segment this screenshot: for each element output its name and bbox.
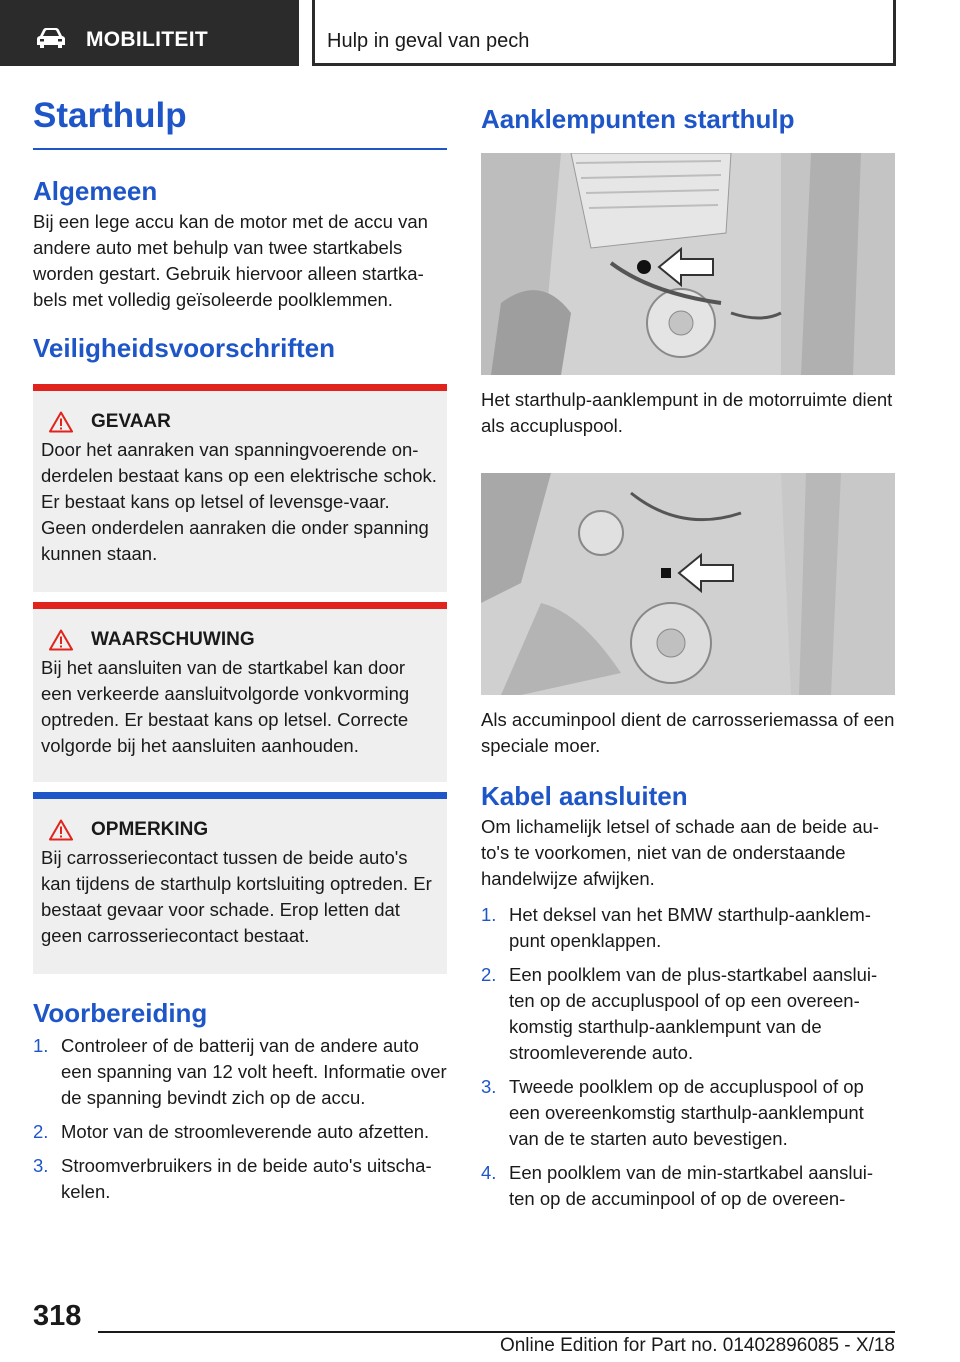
warning-label: WAARSCHUWING — [91, 629, 255, 650]
prep-steps — [33, 1033, 447, 1205]
cable-heading: Kabel aansluiten — [481, 781, 688, 811]
page-number: 318 — [33, 1300, 82, 1332]
list-item: 4. Een poolklem van de min-startkabel aanslui-ten op de accuminpool of op de overeen- — [481, 1162, 874, 1209]
chapter-tab — [312, 0, 896, 66]
car-icon — [35, 27, 67, 49]
general-text: Bij een lege accu kan de motor met de accu van andere auto met behulp van twee startkabels worden gestart. Gebruik hiervoor alleen startka-bels met volledig geïsoleerde poolklemmen. — [33, 211, 428, 310]
warning-text: Bij het aansluiten van de startkabel kan door een verkeerde aansluitvolgorde vonkvorming optreden. Er bestaat kans op letsel. Correcte volgorde bij het aansluiten aanhouden. — [41, 657, 410, 756]
section-label: MOBILITEIT — [86, 28, 208, 51]
warning-triangle-icon — [49, 819, 73, 841]
general-heading: Algemeen — [33, 176, 158, 206]
notice-text: Bij carrosseriecontact tussen de beide auto's kan tijdens de starthulp kortsluiting optreden. Er bestaat gevaar voor schade. Erop letten dat geen carrosseriecontact bestaat. — [41, 847, 432, 946]
right-column — [481, 96, 895, 1220]
warning-triangle-icon — [49, 629, 73, 651]
warning-triangle-icon — [49, 411, 73, 433]
list-item: 2. Een poolklem van de plus-startkabel aanslui-ten op de accupluspool of op een overeen-komstig starthulp-aanklempunt van de stroomleverende auto. — [481, 964, 878, 1063]
list-item: 1. Controleer of de batterij van de andere auto een spanning van 12 volt heeft. Informatie over de spanning bevindt zich op de accu. — [33, 1035, 447, 1108]
prep-heading: Voorbereiding — [33, 998, 208, 1028]
list-item: 1. Het deksel van het BMW starthulp-aanklem-punt openklappen. — [481, 904, 871, 951]
danger-box — [33, 384, 447, 592]
page-header — [0, 0, 960, 66]
clamp-points-heading: Aanklempunten starthulp — [481, 104, 795, 134]
edition-text: Online Edition for Part no. 01402896085 - X/18 — [499, 1335, 895, 1356]
safety-heading: Veiligheidsvoorschriften — [33, 333, 335, 363]
cable-steps — [481, 902, 895, 1212]
section-tab — [0, 0, 299, 66]
engine-photo-plus — [481, 153, 895, 375]
page-title: Starthulp — [33, 96, 447, 150]
list-item: 2. Motor van de stroomleverende auto afzetten. — [33, 1121, 430, 1142]
notice-box — [33, 792, 447, 974]
caption-plus: Het starthulp-aanklempunt in de motorruimte dient als accupluspool. — [481, 389, 893, 436]
warning-box — [33, 602, 447, 782]
notice-label: OPMERKING — [91, 819, 209, 840]
danger-label: GEVAAR — [91, 411, 171, 432]
engine-bay-illustration — [481, 153, 895, 375]
cable-intro: Om lichamelijk letsel of schade aan de beide au-to's te voorkomen, niet van de onderstaande handelwijze afwijken. — [481, 816, 879, 889]
danger-text: Door het aanraken van spanningvoerende on-derdelen bestaat kans op een elektrische schok. Er bestaat kans op letsel of levensge-vaar. Geen onderdelen aanraken die onder spanning kunnen staan. — [41, 439, 437, 564]
engine-photo-minus — [481, 473, 895, 695]
caption-minus: Als accuminpool dient de carrosseriemassa of een speciale moer. — [481, 709, 895, 756]
chapter-title: Hulp in geval van pech — [327, 30, 530, 52]
engine-bay-illustration — [481, 473, 895, 695]
footer-divider — [98, 1331, 895, 1333]
list-item: 3. Stroomverbruikers in de beide auto's uitscha-kelen. — [33, 1155, 432, 1202]
list-item: 3. Tweede poolklem op de accupluspool of op een overeenkomstig starthulp-aanklempunt van de te starten auto bevestigen. — [481, 1076, 864, 1149]
left-column — [33, 96, 447, 1213]
